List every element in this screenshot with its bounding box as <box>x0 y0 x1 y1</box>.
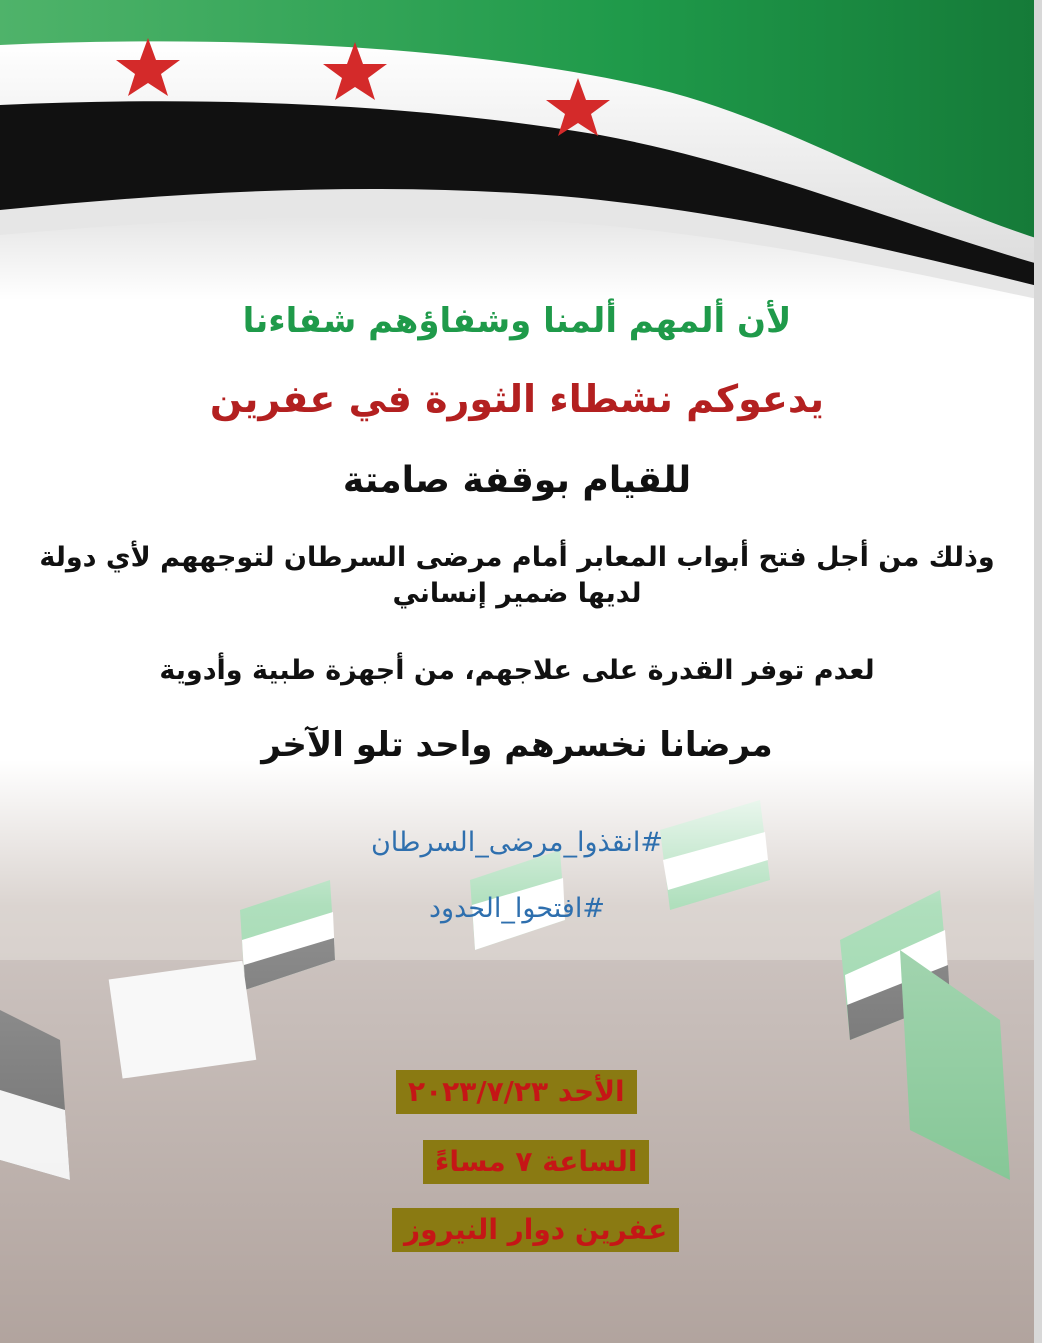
invitation-line: يدعوكم نشطاء الثورة في عفرين <box>209 377 825 421</box>
location-badge: عفرين دوار النيروز <box>392 1208 679 1252</box>
hashtag-open-borders: #افتحوا_الحدود <box>429 893 605 924</box>
slogan-line: لأن ألمهم ألمنا وشفاؤهم شفاءنا <box>242 301 792 341</box>
hashtag-save-cancer-patients: #انقذوا_مرضى_السرطان <box>370 827 664 858</box>
time-badge: الساعة ٧ مساءً <box>423 1140 649 1184</box>
closing-line: مرضانا نخسرهم واحد تلو الآخر <box>261 725 773 765</box>
reason-line: لعدم توفر القدرة على علاجهم، من أجهزة طبية وأدوية <box>159 655 875 686</box>
purpose-paragraph: وذلك من أجل فتح أبواب المعابر أمام مرضى السرطان لتوجههم لأي دولة لديها ضمير إنساني <box>39 542 995 610</box>
event-type-line: للقيام بوقفة صامتة <box>342 460 692 501</box>
date-badge: الأحد ٢٠٢٣/٧/٢٣ <box>396 1070 637 1114</box>
